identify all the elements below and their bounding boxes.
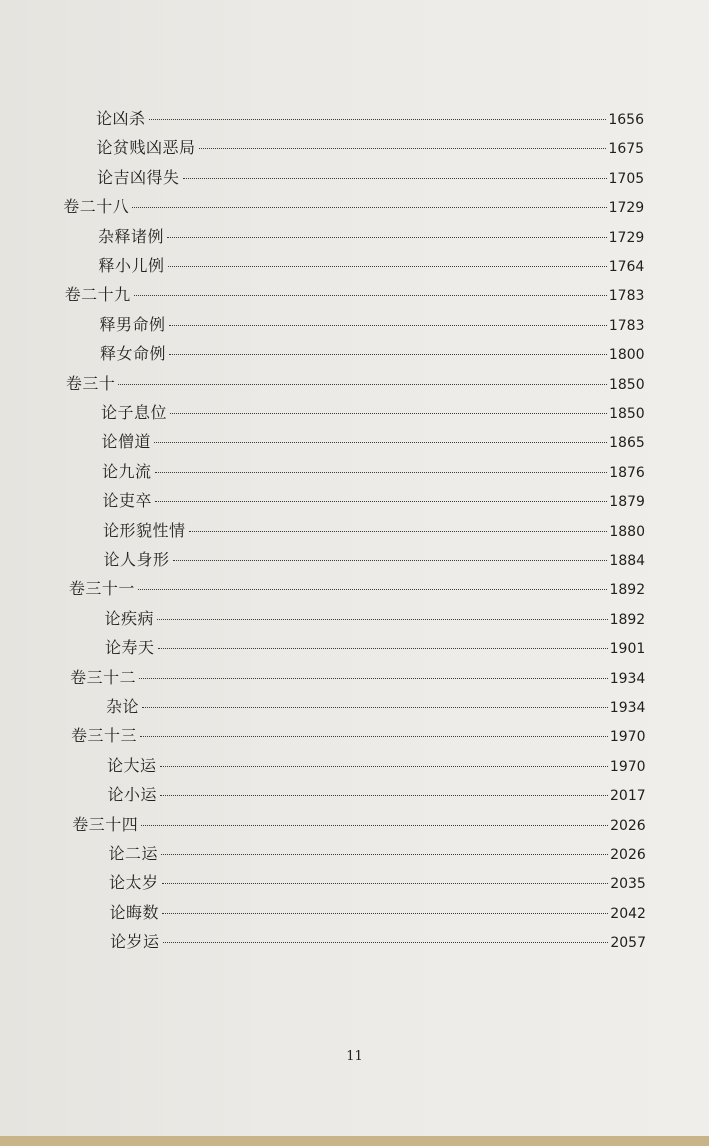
toc-entry-page: 1865 — [609, 435, 645, 452]
toc-entry-page: 1892 — [609, 611, 646, 628]
toc-dot-leader — [167, 237, 607, 238]
toc-entry — [96, 108, 644, 130]
toc-dot-leader — [158, 648, 608, 649]
toc-entry — [63, 196, 644, 218]
toc-entry — [103, 490, 645, 512]
toc-entry — [101, 402, 645, 424]
toc-entry — [106, 696, 645, 718]
toc-entry-page: 1764 — [608, 259, 645, 275]
toc-dot-leader — [149, 119, 607, 120]
toc-entry-title: 释女命例 — [100, 344, 167, 364]
toc-entry — [100, 343, 645, 365]
toc-entry-title: 论僧道 — [101, 432, 152, 452]
toc-dot-leader — [134, 295, 607, 296]
toc-dot-leader — [140, 736, 608, 737]
toc-entry — [110, 931, 646, 953]
toc-entry-title: 论疾病 — [104, 608, 155, 628]
toc-dot-leader — [183, 178, 607, 179]
toc-dot-leader — [170, 413, 607, 414]
toc-entry — [110, 902, 646, 924]
toc-entry-page: 1705 — [608, 170, 645, 187]
page-bottom-edge — [0, 1136, 709, 1146]
toc-entry-page: 1934 — [609, 700, 646, 716]
toc-entry-title: 释男命例 — [99, 314, 166, 334]
page-number: 11 — [346, 1049, 363, 1064]
toc-entry — [103, 520, 645, 542]
toc-entry-page: 1783 — [608, 317, 645, 334]
toc-entry-title: 卷三十 — [65, 373, 116, 393]
toc-dot-leader — [160, 795, 608, 796]
toc-dot-leader — [199, 148, 607, 149]
toc-dot-leader — [139, 678, 608, 679]
toc-entry-page: 1879 — [609, 494, 645, 511]
toc-entry-page: 1934 — [609, 670, 646, 687]
toc-entry-page: 1783 — [608, 288, 645, 305]
toc-entry — [97, 167, 644, 189]
toc-entry-title: 论贫贱凶恶局 — [96, 138, 196, 158]
toc-entry — [109, 872, 646, 894]
toc-entry — [107, 755, 646, 777]
toc-entry-title: 论岁运 — [110, 932, 160, 952]
toc-entry-page: 1656 — [608, 112, 644, 128]
toc-entry-title: 论晦数 — [109, 902, 160, 922]
toc-entry-title: 论太岁 — [109, 873, 159, 893]
toc-entry-title: 论凶杀 — [96, 109, 146, 128]
toc-entry — [72, 814, 645, 836]
toc-entry — [108, 784, 646, 806]
toc-entry-title: 论二运 — [108, 844, 159, 863]
toc-entry — [70, 667, 645, 689]
toc-entry — [98, 226, 644, 248]
toc-entry — [66, 373, 645, 395]
toc-dot-leader — [160, 766, 608, 767]
toc-entry — [109, 843, 646, 865]
toc-entry-title: 论九流 — [102, 461, 152, 481]
toc-entry-page: 1892 — [609, 582, 646, 599]
toc-entry-page: 2057 — [610, 935, 646, 952]
toc-entry-page: 1876 — [609, 464, 645, 481]
toc-entry-page: 2042 — [610, 905, 646, 922]
toc-entry-title: 论吏卒 — [102, 491, 153, 511]
toc-entry-title: 论人身形 — [103, 550, 170, 569]
toc-dot-leader — [162, 883, 609, 884]
toc-entry — [69, 578, 645, 600]
toc-dot-leader — [173, 560, 608, 561]
toc-dot-leader — [118, 384, 607, 385]
toc-dot-leader — [155, 472, 608, 473]
toc-entry-page: 1884 — [609, 553, 646, 569]
toc-dot-leader — [141, 825, 608, 826]
toc-entry-title: 卷三十三 — [71, 726, 138, 746]
toc-entry-page: 1970 — [609, 758, 646, 775]
toc-dot-leader — [169, 354, 607, 355]
toc-entry-title: 释小儿例 — [98, 256, 165, 275]
toc-dot-leader — [169, 325, 607, 326]
toc-entry — [102, 431, 645, 453]
toc-entry-title: 论寿天 — [105, 638, 155, 658]
toc-entry-page: 1970 — [609, 729, 646, 746]
toc-entry-page: 2026 — [610, 847, 646, 863]
toc-entry-page: 1850 — [609, 406, 645, 422]
toc-dot-leader — [132, 207, 606, 208]
toc-dot-leader — [189, 531, 608, 532]
toc-dot-leader — [162, 913, 608, 914]
toc-entry-page: 1675 — [608, 141, 645, 158]
toc-entry — [97, 137, 645, 159]
toc-dot-leader — [163, 942, 609, 943]
toc-entry-title: 卷三十四 — [72, 814, 139, 834]
toc-entry — [71, 725, 646, 747]
toc-entry-page: 1850 — [608, 376, 645, 393]
toc-dot-leader — [155, 501, 607, 502]
toc-dot-leader — [157, 619, 608, 620]
toc-entry-title: 杂论 — [106, 697, 140, 716]
toc-entry-title: 论小运 — [107, 785, 158, 805]
toc-dot-leader — [154, 442, 607, 443]
toc-entry — [99, 255, 645, 277]
toc-entry-title: 论子息位 — [101, 403, 168, 422]
toc-dot-leader — [142, 707, 608, 708]
toc-entry-title: 卷二十九 — [64, 285, 131, 305]
toc-entry-page: 1880 — [609, 523, 645, 540]
toc-dot-leader — [168, 266, 607, 267]
toc-entry-title: 卷三十一 — [68, 579, 135, 599]
toc-dot-leader — [138, 589, 608, 590]
toc-entry-title: 杂释诸例 — [98, 226, 165, 246]
toc-entry-page: 1901 — [609, 641, 646, 658]
toc-entry — [104, 549, 646, 571]
toc-entry — [102, 461, 645, 483]
toc-entry-page: 2026 — [610, 817, 646, 834]
toc-entry-page: 1729 — [608, 200, 645, 217]
toc-entry — [105, 608, 646, 630]
toc-entry-title: 卷二十八 — [63, 197, 130, 217]
toc-entry-title: 论大运 — [107, 755, 157, 775]
toc-entry-page: 2035 — [610, 876, 646, 893]
toc-entry-title: 论吉凶得失 — [97, 167, 180, 187]
toc-entry-page: 1800 — [608, 347, 645, 364]
toc-entry-title: 卷三十二 — [70, 667, 137, 687]
toc-entry-title: 论形貌性情 — [103, 520, 186, 540]
toc-entry — [105, 637, 645, 659]
toc-entry-page: 1729 — [608, 229, 645, 246]
toc-entry — [100, 314, 645, 336]
toc-entry — [65, 284, 645, 306]
toc-dot-leader — [161, 854, 608, 855]
toc-entry-page: 2017 — [610, 788, 646, 805]
